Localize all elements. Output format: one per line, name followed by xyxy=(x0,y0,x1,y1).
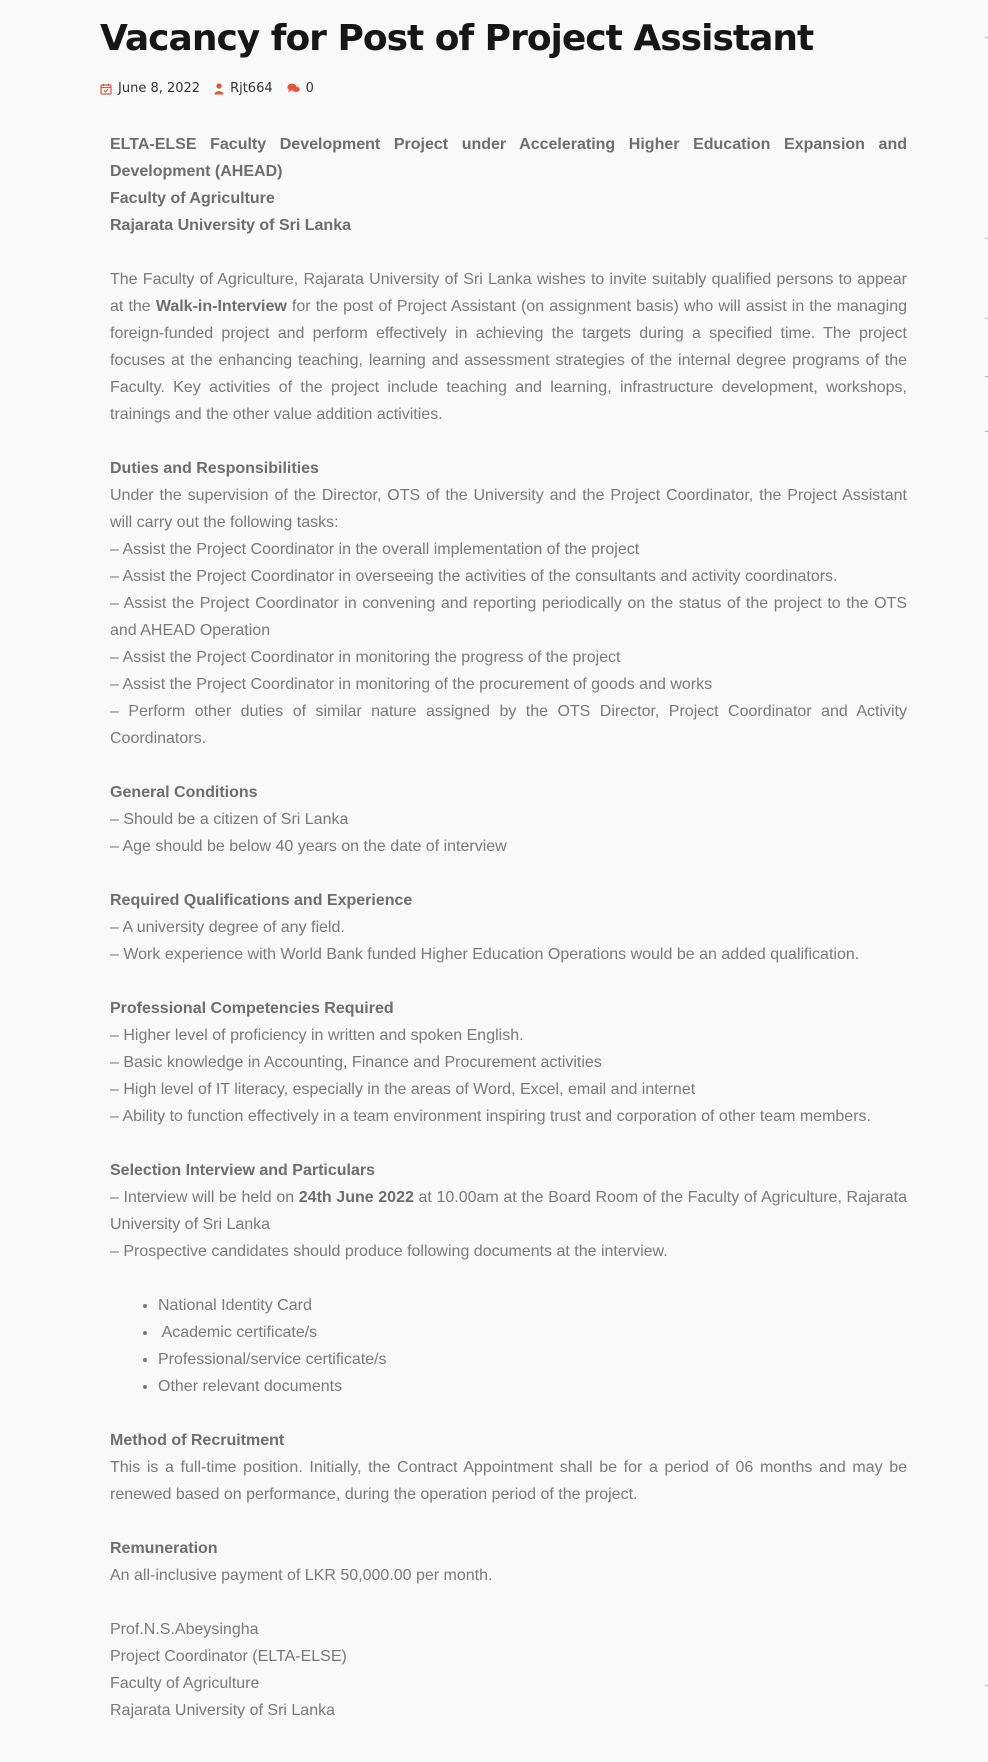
remuneration-section xyxy=(110,1535,907,1589)
general-item: – Should be a citizen of Sri Lanka xyxy=(110,811,349,828)
competency-item: – Higher level of proficiency in written and spoken English. xyxy=(110,1027,524,1044)
documents-intro: – Prospective candidates should produce following documents at the interview. xyxy=(110,1243,668,1260)
user-icon xyxy=(214,83,224,95)
description-part1: The Faculty of Agriculture, Rajarata University of Sri Lanka wishes to invite suitably qualified persons to appear at the xyxy=(110,271,907,315)
description-bold: Walk-in-Interview xyxy=(155,298,287,315)
remuneration-heading: Remuneration xyxy=(110,1540,218,1557)
interview-section xyxy=(110,1157,907,1265)
documents-list xyxy=(110,1292,907,1400)
intro-block xyxy=(110,131,907,239)
competencies-heading: Professional Competencies Required xyxy=(110,1000,394,1017)
post-comments-count: 0 xyxy=(305,81,314,96)
signature-role: Project Coordinator (ELTA-ELSE) xyxy=(110,1648,347,1665)
duty-item: – Assist the Project Coordinator in overseeing the activities of the consultants and activity coordinators. xyxy=(110,568,838,585)
comments-icon xyxy=(287,83,300,94)
recruitment-section xyxy=(110,1427,907,1508)
list-item: • Professional/service certificate/s xyxy=(158,1346,907,1373)
recruitment-heading: Method of Recruitment xyxy=(110,1432,285,1449)
competencies-section xyxy=(110,995,907,1130)
interview-line-part1: – Interview will be held on xyxy=(110,1189,299,1206)
signature-name: Prof.N.S.Abeysingha xyxy=(110,1621,259,1638)
post-date[interactable] xyxy=(100,81,200,96)
intro-faculty: Faculty of Agriculture xyxy=(110,190,275,207)
post-meta xyxy=(100,81,328,96)
competency-item: – High level of IT literacy, especially in the areas of Word, Excel, email and internet xyxy=(110,1081,696,1098)
post-comments[interactable] xyxy=(287,81,314,96)
interview-line-part2: at 10.00am at the Board Room of the Faculty of Agriculture, Rajarata University of Sri Lanka xyxy=(110,1189,907,1233)
competency-item: – Basic knowledge in Accounting, Finance and Procurement activities xyxy=(110,1054,602,1071)
recruitment-text: This is a full-time position. Initially, the Contract Appointment shall be for a period of 06 months and may be renewed based on performance, during the operation period of the project. xyxy=(110,1459,907,1503)
signature-faculty: Faculty of Agriculture xyxy=(110,1675,260,1692)
interview-line xyxy=(110,1184,907,1238)
interview-date: 24th June 2022 xyxy=(298,1189,414,1206)
competency-item: – Ability to function effectively in a team environment inspiring trust and corporation of other team members. xyxy=(110,1108,871,1125)
duty-item: – Assist the Project Coordinator in convening and reporting periodically on the status of the project to the OTS and AHEAD Operation xyxy=(110,595,907,639)
project-line: ELTA-ELSE Faculty Development Project under Accelerating Higher Education Expansion and Development (AHEAD) xyxy=(110,136,907,180)
list-item: • Other relevant documents xyxy=(158,1373,907,1400)
duties-intro: Under the supervision of the Director, OTS of the University and the Project Coordinator, the Project Assistant will carry out the following tasks: xyxy=(110,487,907,531)
duty-item: – Assist the Project Coordinator in monitoring of the procurement of goods and works xyxy=(110,676,713,693)
general-heading: General Conditions xyxy=(110,784,258,801)
post-title: Vacancy for Post of Project Assistant xyxy=(100,18,814,59)
duties-heading: Duties and Responsibilities xyxy=(110,460,319,477)
general-section xyxy=(110,779,907,860)
general-item: – Age should be below 40 years on the date of interview xyxy=(110,838,507,855)
remuneration-text: An all-inclusive payment of LKR 50,000.00 per month. xyxy=(110,1567,493,1584)
duties-section xyxy=(110,455,907,752)
calendar-icon xyxy=(100,83,112,95)
list-item: • National Identity Card xyxy=(158,1292,907,1319)
signature-university: Rajarata University of Sri Lanka xyxy=(110,1702,335,1719)
post-date-text: June 8, 2022 xyxy=(118,81,201,96)
intro-university: Rajarata University of Sri Lanka xyxy=(110,217,351,234)
interview-heading: Selection Interview and Particulars xyxy=(110,1162,375,1179)
qualifications-section xyxy=(110,887,907,968)
post-content xyxy=(110,131,907,1751)
list-item: • Academic certificate/s xyxy=(158,1319,907,1346)
signature-block xyxy=(110,1616,907,1724)
qualification-item: – Work experience with World Bank funded Higher Education Operations would be an added qualification. xyxy=(110,946,860,963)
post-author-text: Rjt664 xyxy=(230,81,273,96)
description-part2: for the post of Project Assistant (on assignment basis) who will assist in the managing foreign-funded project and perform effectively in achieving the targets during a specified time. The project focuses at the enhancing teaching, learning and assessment strategies of the internal degree programs of the Faculty. Key activities of the project include teaching and learning, infrastructure development, workshops, trainings and the other value addition activities. xyxy=(110,298,907,423)
qualifications-heading: Required Qualifications and Experience xyxy=(110,892,413,909)
description xyxy=(110,266,907,428)
qualification-item: – A university degree of any field. xyxy=(110,919,345,936)
duty-item: – Perform other duties of similar nature assigned by the OTS Director, Project Coordinator and Activity Coordinators. xyxy=(110,703,907,747)
post-author[interactable] xyxy=(214,81,273,96)
duty-item: – Assist the Project Coordinator in the overall implementation of the project xyxy=(110,541,640,558)
duty-item: – Assist the Project Coordinator in monitoring the progress of the project xyxy=(110,649,621,666)
